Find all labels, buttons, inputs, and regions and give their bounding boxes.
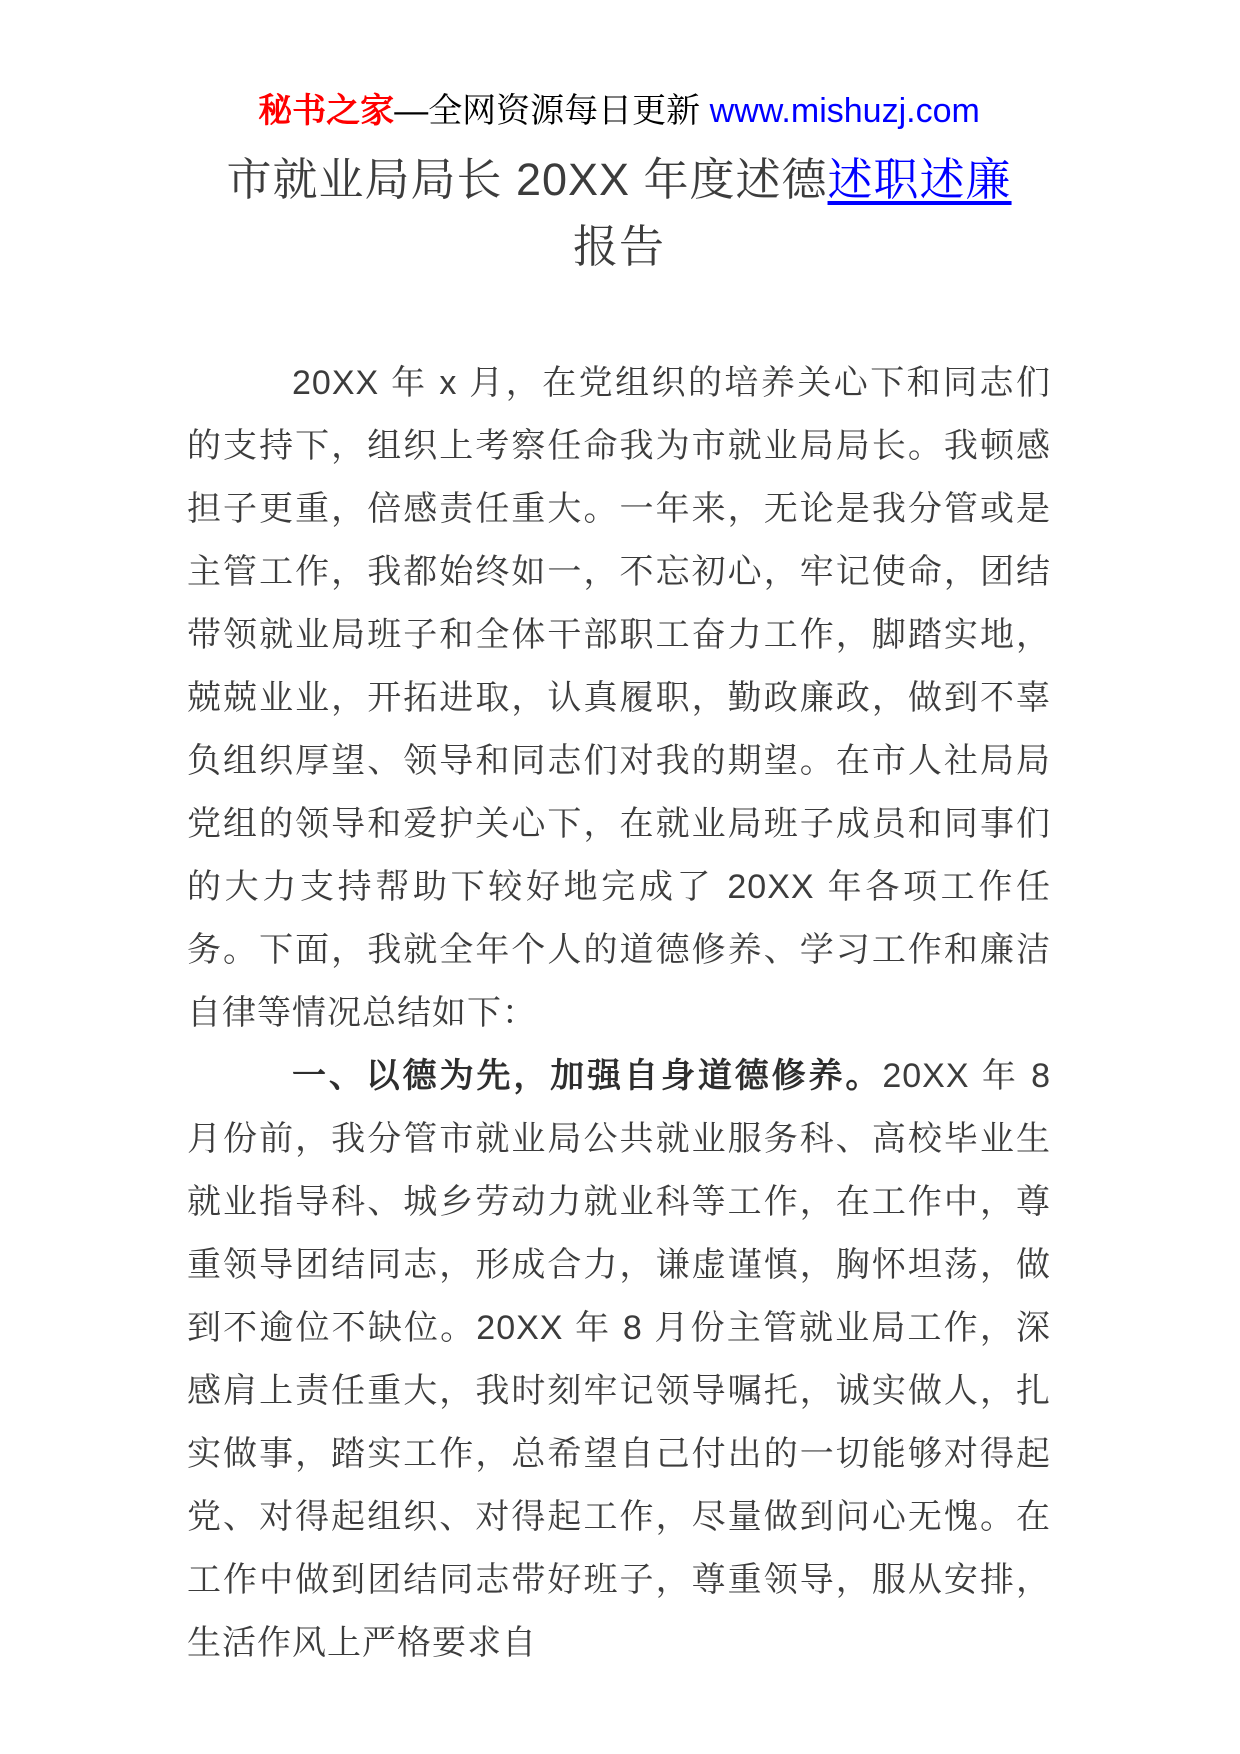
paragraph-section-1 xyxy=(187,1045,1051,1675)
title-text-prefix: 市就业局局长 20XX 年度述德 xyxy=(226,154,828,205)
site-url-link[interactable]: www.mishuzj.com xyxy=(709,92,980,130)
title-text-suffix: 报告 xyxy=(572,221,665,272)
paragraph-intro-text: 20XX 年 x 月，在党组织的培养关心下和同志们的支持下，组织上考察任命我为市就业局局长。我顿感担子更重，倍感责任重大。一年来，无论是我分管或是主管工作，我都始终如一，不忘初心，牢记使命，团结带领就业局班子和全体干部职工奋力工作，脚踏实地，兢兢业业，开拓进取，认真履职，勤政廉政，做到不辜负组织厚望、领导和同志们对我的期望。在市人社局局党组的领导和爱护关心下，在就业局班子成员和同事们的大力支持帮助下较好地完成了 20XX 年各项工作任务。下面，我就全年个人的道德修养、学习工作和廉洁自律等情况总结如下： xyxy=(187,364,1051,1032)
section-1-text: 20XX 年 8 月份前，我分管市就业局公共就业服务科、高校毕业生就业指导科、城乡劳动力就业科等工作，在工作中，尊重领导团结同志，形成合力，谦虚谨慎，胸怀坦荡，做到不逾位不缺位。20XX 年 8 月份主管就业局工作，深感肩上责任重大，我时刻牢记领导嘱托，诚实做人，扎实做事，踏实工作，总希望自己付出的一切能够对得起党、对得起组织、对得起工作，尽量做到问心无愧。在工作中做到团结同志带好班子，尊重领导，服从安排，生活作风上严格要求自 xyxy=(187,1057,1051,1662)
document-body xyxy=(187,352,1051,1675)
section-1-heading: 一、以德为先，加强自身道德修养。 xyxy=(292,1057,883,1095)
site-tagline: —全网资源每日更新 xyxy=(394,92,710,130)
paragraph-intro xyxy=(187,352,1051,1045)
title-hyperlink[interactable]: 述职述廉 xyxy=(827,154,1012,205)
site-header xyxy=(187,90,1051,132)
document-title xyxy=(187,146,1051,280)
site-brand: 秘书之家 xyxy=(258,92,395,130)
